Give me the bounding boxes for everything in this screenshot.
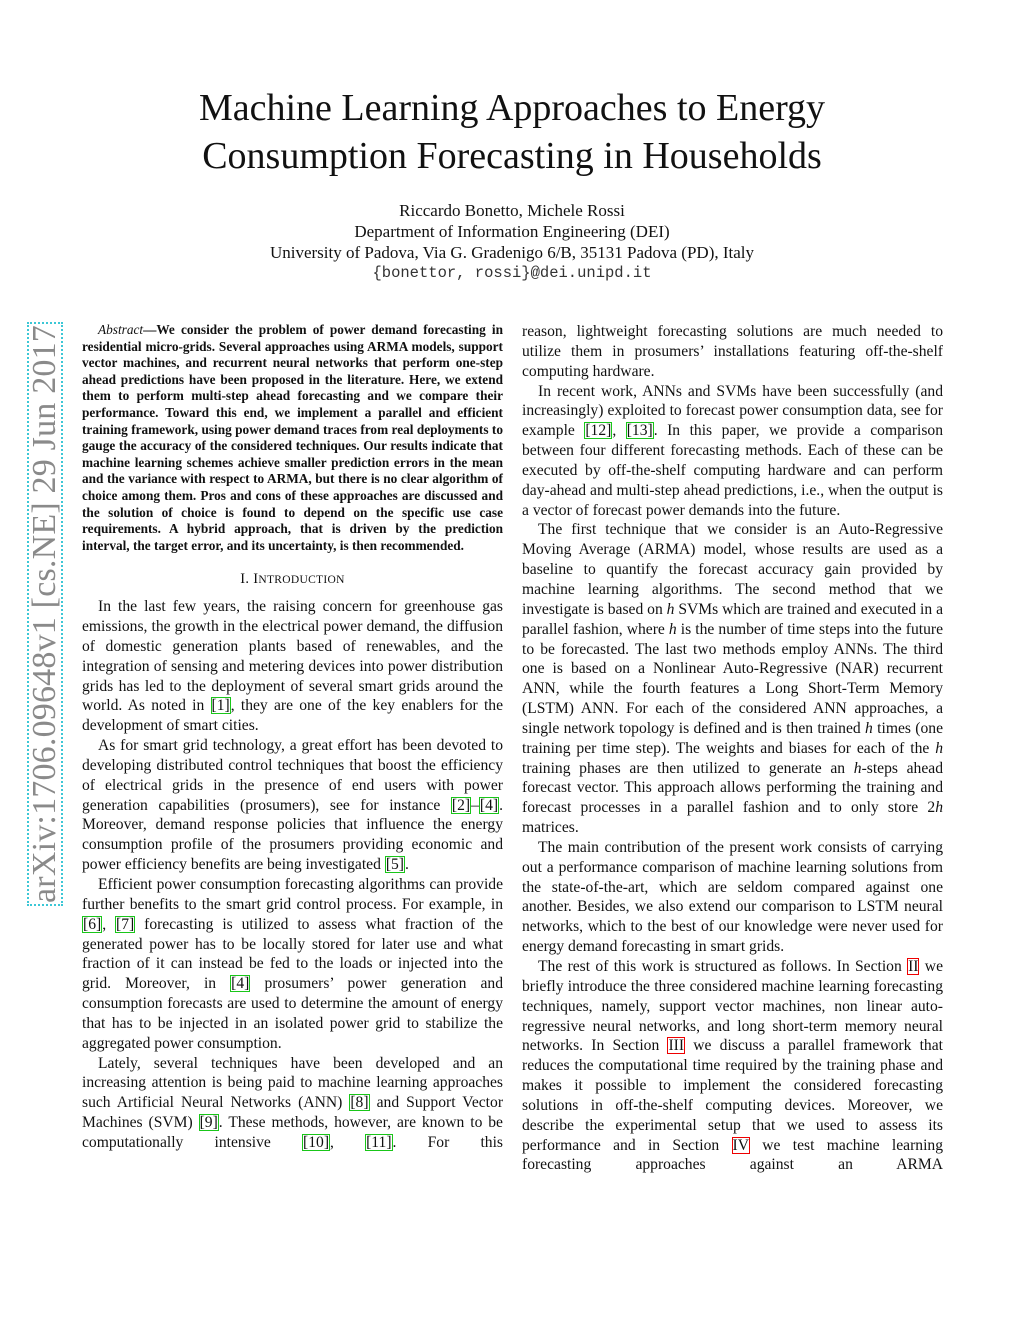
citation-link[interactable]: [7] <box>116 915 135 933</box>
citation-link[interactable]: [2] <box>451 796 471 814</box>
paragraph: In the last few years, the raising concern for greenhouse gas emissions, the growth in the electrical power demand, the diffusion of domestic generation plants based of renewables, and the integration of sensing and metering devices into power distribution grids has led to the deployment of several smart grids around the world. As noted in [1], they are one of the key enablers for the development of smart cities. <box>82 598 503 735</box>
math-symbol: h <box>935 799 943 817</box>
section-link[interactable]: IV <box>732 1136 749 1154</box>
section-heading-introduction <box>82 570 503 591</box>
citation-link[interactable]: [6] <box>83 915 102 933</box>
paragraph: Efficient power consumption forecasting algorithms can provide further benefits to the smart grid control process. For example, in [6], [7] forecasting is utilized to assess what fraction of the generated power has to be locally stored for later use and what fraction of it can instead be fed to the loads or injected into the grid. Moreover, in [4] prosumers’ power generation and consumption forecasts are used to determine the amount of energy that has to be injected in an isolated power grid to stabilize the aggregated power consumption. <box>82 875 503 1052</box>
abstract-label: Abstract <box>98 322 144 337</box>
section-number: I. <box>240 571 254 588</box>
citation-link[interactable]: [4] <box>231 975 250 993</box>
affiliation-univ: University of Padova, Via G. Gradenigo 6/B, 35131 Padova (PD), Italy <box>269 243 755 262</box>
citation-link[interactable]: [4] <box>479 796 499 814</box>
math-symbol: h <box>853 759 862 777</box>
citation-link[interactable]: [5] <box>385 856 404 874</box>
author-email: {bonettor, rossi}@dei.unipd.it <box>372 264 652 282</box>
authors: Riccardo Bonetto, Michele Rossi <box>399 201 625 220</box>
abstract-text: —We consider the problem of power demand forecasting in residential micro-grids. Several approaches using ARMA models, support vector machines, and recurrent neural networks that perform one-step ahead predictions have been proposed in the literature. Here, we extend them to perform multi-step ahead forecasting and we compare their performance. Toward this end, we implement a parallel and efficient training framework, using power demand traces from real deployments to gauge the accuracy of the considered techniques. Our results indicate that machine learning schemes achieve smaller prediction errors in the mean and the variance with respect to ARMA, but there is no clear algorithm of choice among them. Pros and cons of these approaches are discussed and the solution of choice is found to depend on the specific use case requirements. A hybrid approach, that is driven by the prediction interval, the target error, and its uncertainty, is then recommended. <box>82 322 503 553</box>
paragraph: Lately, several techniques have been developed and an increasing attention is being paid to machine learning approaches such Artificial Neural Networks (ANN) [8] and Support Vector Machines (SVM) [9]. These methods, however, are known to be computationally intensive [10], [11]. For this <box>82 1054 504 1151</box>
arxiv-stamp-text: arXiv:1706.09648v1 [cs.NE] 29 Jun 2017 <box>26 325 63 903</box>
arxiv-stamp[interactable] <box>27 322 63 906</box>
math-symbol: h <box>666 600 675 618</box>
title-line-2: Consumption Forecasting in Households <box>202 135 822 177</box>
citation-link[interactable]: [11] <box>366 1133 392 1151</box>
math-symbol: h <box>668 620 677 638</box>
section-title-rest: NTRODUCTION <box>258 574 345 587</box>
paragraph: The first technique that we consider is an Auto-Regressive Moving Average (ARMA) model, whose results are used as a baseline to quantify the forecast accuracy gain provided by machine learning algorithms. The second method that we investigate is based on h SVMs which are trained and executed in a parallel fashion, where h is the number of time steps into the future to be forecasted. The last two methods employ ANNs. The third one is based on a Nonlinear Auto-Regressive (NAR) recurrent ANN, while the fourth features a Long Short-Term Memory (LSTM) ANN. For each of the considered ANN approaches, a single network topology is defined and is then trained h times (one training per time step). The weights and biases for each of the h training phases are then utilized to generate an h-steps ahead forecast vector. This approach allows performing the training and forecast processes in a parallel fashion and to only store 2h matrices. <box>522 521 943 837</box>
section-link[interactable]: III <box>668 1037 685 1055</box>
left-body <box>82 597 503 1153</box>
right-body <box>522 322 943 1175</box>
paragraph: As for smart grid technology, a great effort has been devoted to developing distributed control techniques that boost the efficiency of electrical grids in the presence of end users with power generation capabilities (prosumers), see for instance [2]–[4]. Moreover, demand response policies that influence the energy consumption profile of the prosumers providing economic and power efficiency benefits are being investigated [5]. <box>82 737 503 874</box>
citation-link[interactable]: [10] <box>303 1133 330 1151</box>
right-column <box>522 322 943 1175</box>
citation-link[interactable]: [12] <box>585 422 612 440</box>
author-block <box>0 200 1024 284</box>
affiliation-dept: Department of Information Engineering (DEI) <box>354 222 670 241</box>
title-line-1: Machine Learning Approaches to Energy <box>198 87 826 129</box>
abstract <box>82 322 503 554</box>
section-link[interactable]: II <box>908 958 919 975</box>
paragraph: In recent work, ANNs and SVMs have been successfully (and increasingly) exploited to forecast power consumption data, see for example [12], [13]. In this paper, we provide a comparison between four different forecasting methods. Each of these can be executed by off-the-shelf computing hardware and can perform day-ahead and multi-step ahead predictions, i.e., when the output is a vector of forecast power demands into the future. <box>522 382 944 519</box>
math-symbol: h <box>865 719 873 737</box>
citation-link[interactable]: [1] <box>211 697 230 715</box>
paragraph: The main contribution of the present work consists of carrying out a performance comparison of machine learning solutions from the state-of-the-art, which are seldom compared against one another. Besides, we also extend our comparison to LSTM neural networks, which to the best of our knowledge were never used for energy demand forecasting in smart grids. <box>522 838 943 956</box>
left-column <box>82 322 503 1153</box>
citation-link[interactable]: [9] <box>199 1114 218 1132</box>
math-symbol: h <box>935 739 943 757</box>
citation-link[interactable]: [8] <box>350 1094 369 1112</box>
paper-title <box>0 84 1024 180</box>
paragraph: The rest of this work is structured as follows. In Section II we briefly introduce the three considered machine learning forecasting techniques, namely, support vector machines, non linear auto-regressive neural networks, and long short-term memory neural networks. In Section III we discuss a parallel framework that reduces the computational time required by the training phase and makes it possible to implement the considered forecasting solutions in off-the-shelf computing devices. Moreover, we describe the experimental setup that we used to assess its performance and in Section IV we test machine learning forecasting approaches against an ARMA <box>522 958 944 1174</box>
section-title-initial: I <box>253 571 259 588</box>
citation-link[interactable]: [13] <box>626 422 653 440</box>
paragraph: reason, lightweight forecasting solutions are much needed to utilize them in prosumers’ installations featuring off-the-shelf computing hardware. <box>522 323 943 380</box>
